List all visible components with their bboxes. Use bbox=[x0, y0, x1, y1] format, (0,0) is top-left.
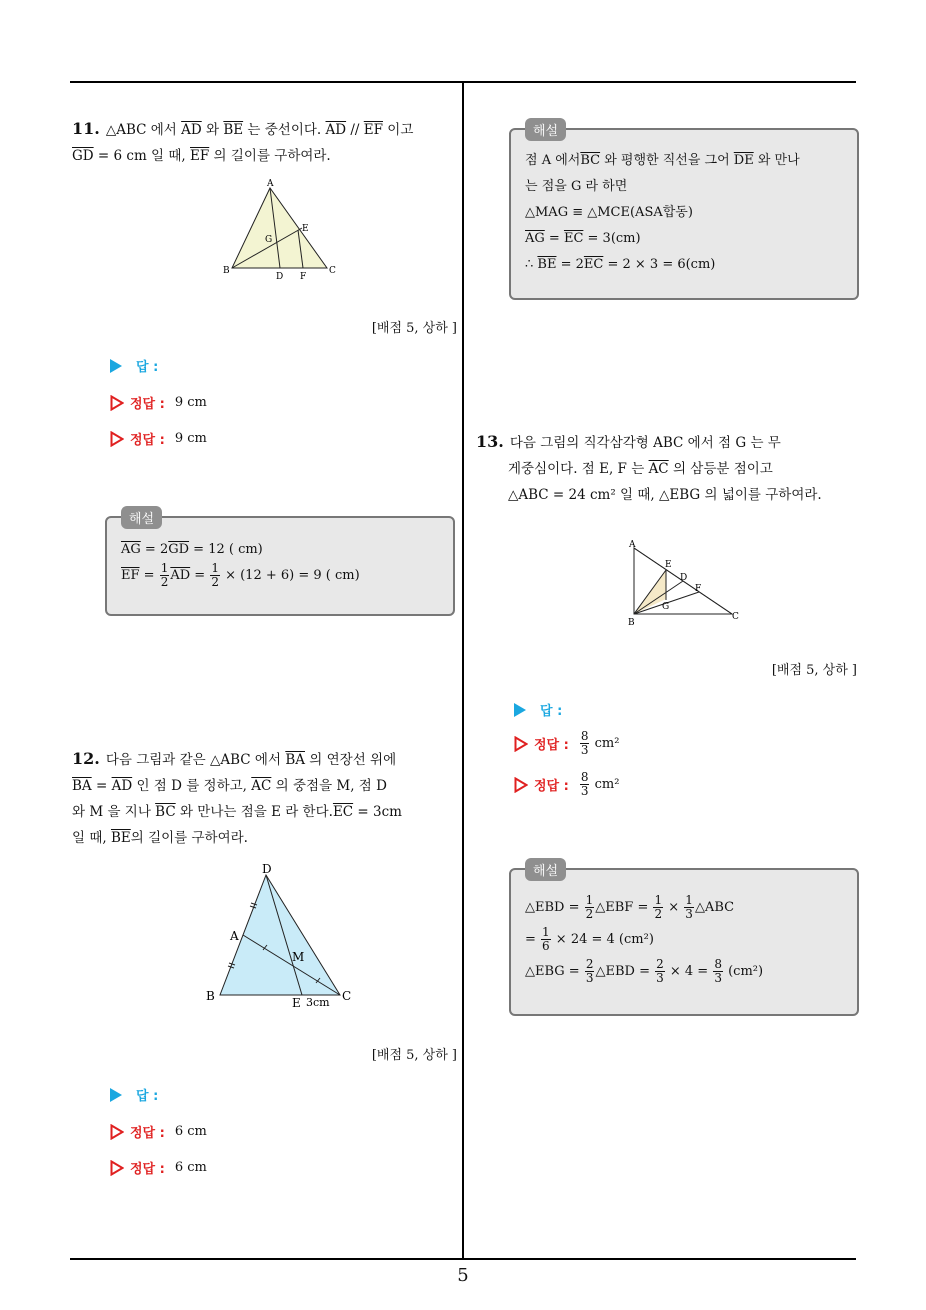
svg-text:D: D bbox=[262, 862, 272, 876]
solution-box-11 bbox=[105, 512, 455, 616]
bottom-rule bbox=[70, 1258, 856, 1260]
solution-line: 는 점을 G 라 하면 bbox=[525, 179, 628, 194]
problem-12-text: 12. 다음 그림과 같은 △ABC 에서 $\overline{BA}$ 의 연장선 위에 $\overline{BA} = \overline{AD}$ 인 점 D 를 정하고, $\overline{AC}$ 의 중점을 M, 점 D 와 M 을 지나 $\overline{BC}$ 와 만나는 점을 E 라 한다$.\overline{EC} = 3cm$ 일 때, $\overline{BE}$의 길이를 구하여라. bbox=[72, 749, 402, 846]
svg-text:B: B bbox=[628, 618, 635, 628]
problem-11-text: 11. △ABC 에서 $\overline{AD}$ 와 $\overline{BE}$ 는 중선이다. $\overline{AD} // \overline{EF}$ 이고 $\overline{GD} = 6$ cm 일 때, $\overline{EF}$ 의 길이를 구하여라. bbox=[72, 119, 414, 164]
solution-box-12 bbox=[509, 124, 859, 300]
figure-13 bbox=[622, 538, 742, 630]
score-meta: [배점 5, 상하 ] bbox=[371, 1048, 457, 1063]
svg-text:E: E bbox=[665, 560, 672, 570]
figure-12 bbox=[200, 860, 370, 1010]
solution-line: △MAG ≡ △MCE(ASA합동) bbox=[525, 205, 693, 220]
score-meta: [배점 5, 상하 ] bbox=[771, 663, 857, 678]
correct-row: 정답 : 9 cm bbox=[110, 393, 207, 412]
answer-row: 답 : bbox=[514, 700, 562, 719]
svg-text:F: F bbox=[695, 584, 702, 594]
play-icon bbox=[110, 1088, 122, 1102]
play-icon bbox=[110, 359, 122, 373]
svg-text:D: D bbox=[680, 573, 688, 583]
solution-line: $\overline{AG} = \overline{EC} = 3(cm)$ bbox=[525, 231, 641, 246]
play-icon bbox=[514, 703, 526, 717]
correct-row: 정답 : 9 cm bbox=[110, 429, 207, 448]
score-meta: [배점 5, 상하 ] bbox=[371, 321, 457, 336]
problem-13-text: 13. 다음 그림의 직각삼각형 ABC 에서 점 G 는 무 게중심이다. 점 E, F 는 $\overline{AC}$ 의 삼등분 점이고 △ABC = 24 cm² 일 때, △EBG 의 넓이를 구하여라. bbox=[476, 432, 822, 503]
svg-text:A: A bbox=[230, 929, 239, 943]
label-d: D bbox=[276, 272, 284, 282]
correct-row: 정답 : $\frac{8}{3}$ cm² bbox=[514, 771, 619, 798]
label-g: G bbox=[265, 235, 273, 245]
svg-text:3cm: 3cm bbox=[306, 996, 330, 1009]
triangle-outline-icon bbox=[110, 395, 124, 411]
svg-text:C: C bbox=[732, 612, 739, 622]
solution-line: $\overline{AG} = 2\overline{GD} = 12$ ( cm) bbox=[121, 542, 263, 557]
solution-box-13 bbox=[509, 864, 859, 1016]
label-a: A bbox=[267, 179, 274, 189]
solution-line: ∴ $\overline{BE} = 2\overline{EC} = 2 \times 3 = 6(cm)$ bbox=[525, 257, 716, 272]
solution-line: = $\frac{1}{6}$ × 24 = 4 (cm²) bbox=[525, 925, 654, 953]
svg-text:A: A bbox=[629, 540, 636, 550]
solution-tag: 해설 bbox=[121, 506, 162, 529]
figure-11 bbox=[220, 178, 340, 283]
correct-row: 정답 : 6 cm bbox=[110, 1158, 207, 1177]
svg-text:G: G bbox=[662, 602, 670, 612]
triangle-outline-icon bbox=[514, 777, 528, 793]
problem-number: 11. bbox=[72, 119, 100, 138]
svg-text:E: E bbox=[292, 996, 301, 1010]
triangle-outline-icon bbox=[110, 1160, 124, 1176]
solution-line: 점 A 에서$\overline{BC}$ 와 평행한 직선을 그어 $\overline{DE}$ 와 만나 bbox=[525, 153, 800, 168]
solution-line: △EBG = $\frac{2}{3}$ △EBD = $\frac{2}{3}$ × 4 = $\frac{8}{3}$ (cm²) bbox=[525, 957, 764, 985]
label-f: F bbox=[300, 272, 307, 282]
triangle-outline-icon bbox=[110, 1124, 124, 1140]
solution-line: $\overline{EF}$ = $\frac{1}{2}$ $\overline{AD}$ = $\frac{1}{2}$ × (12 + 6) = 9 ( cm) bbox=[121, 561, 360, 589]
answer-row: 답 : bbox=[110, 1085, 158, 1104]
svg-text:M: M bbox=[292, 950, 305, 964]
label-e: E bbox=[302, 224, 309, 234]
column-divider bbox=[462, 82, 464, 1260]
label-c: C bbox=[329, 266, 336, 276]
solution-tag: 해설 bbox=[525, 118, 566, 141]
solution-tag: 해설 bbox=[525, 858, 566, 881]
correct-row: 정답 : 6 cm bbox=[110, 1122, 207, 1141]
problem-11 bbox=[72, 116, 460, 169]
triangle-outline-icon bbox=[514, 736, 528, 752]
page-number: 5 bbox=[457, 1265, 469, 1286]
correct-row: 정답 : $\frac{8}{3}$ cm² bbox=[514, 730, 619, 757]
label-b: B bbox=[223, 266, 230, 276]
triangle-outline-icon bbox=[110, 431, 124, 447]
answer-row: 답 : bbox=[110, 356, 158, 375]
svg-text:B: B bbox=[206, 989, 215, 1003]
svg-text:C: C bbox=[342, 989, 352, 1003]
solution-line: △EBD = $\frac{1}{2}$ △EBF = $\frac{1}{2}$ × $\frac{1}{3}$ △ABC bbox=[525, 893, 735, 921]
